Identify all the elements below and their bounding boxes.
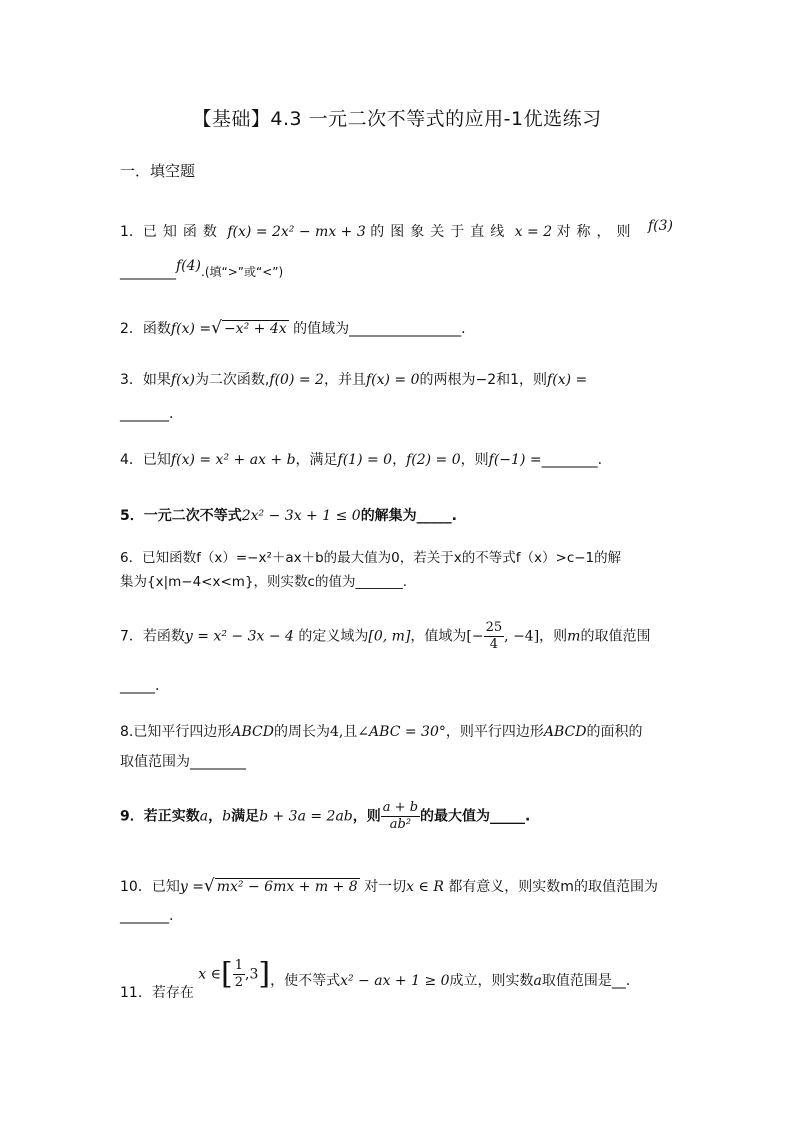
q4-fm1: f(−1) =: [488, 452, 542, 468]
q5-number: 5．: [120, 508, 144, 524]
q11-a: a: [533, 972, 542, 989]
q8-text-a: 已知平行四边形: [133, 724, 232, 740]
question-8: [120, 722, 680, 742]
q1-f3: f(3): [648, 218, 674, 234]
q2-text-a: 函数: [142, 321, 171, 337]
q8-text-b: 的周长为: [273, 724, 330, 740]
sqrt-icon: √: [211, 318, 222, 338]
q9-text-c: ，则: [352, 808, 381, 825]
q3-f0: f(0) = 2: [269, 372, 324, 388]
q9-frac-num: a + b: [382, 800, 419, 815]
q7-text-d: ，则: [539, 628, 568, 645]
q3-text-b: 为二次函数,: [194, 372, 270, 388]
question-2: [120, 318, 680, 339]
question-3-line-2: [120, 404, 680, 424]
q2-function: f(x) =: [170, 321, 212, 337]
q9-sep: ，: [208, 808, 223, 825]
q1-answer-blank[interactable]: ________: [120, 264, 176, 280]
q3-text-c: ，并且: [323, 372, 366, 388]
q11-frac-den: 2: [234, 975, 243, 990]
q7-range-right: , −4]: [504, 628, 540, 645]
question-1: [120, 218, 680, 242]
sqrt-icon: √: [203, 876, 215, 896]
q3-fx2: f(x) =: [547, 372, 588, 388]
q1-text-a: 已知函数: [142, 224, 223, 240]
q11-frac-num: 1: [234, 958, 243, 973]
question-7-line-2: [120, 676, 680, 696]
q2-radicand: −x² + 4x: [223, 321, 287, 337]
q3-answer-blank[interactable]: _______.: [120, 406, 174, 422]
q5-text-a: 一元二次不等式: [143, 508, 242, 524]
q4-f2: f(2) = 0: [406, 452, 461, 468]
q10-xr: x ∈ R: [406, 879, 444, 895]
q9-equation: b + 3a = 2ab: [259, 808, 353, 825]
q7-fraction: [484, 620, 505, 653]
q9-b: b: [222, 808, 232, 825]
q11-text-b: ，使不等式: [270, 972, 341, 989]
q9-a: a: [199, 808, 209, 825]
q9-text-b: 满足: [231, 808, 260, 825]
q11-text-d: 取值范围是__.: [541, 972, 631, 989]
q1-text-b: 的图象关于直线: [370, 224, 511, 240]
q7-text-e: 的取值范围: [580, 628, 651, 645]
q6-line-2: 集为{x|m−4<x<m}，则实数c的值为_______.: [120, 574, 407, 590]
q9-text-a: 若正实数: [143, 808, 200, 825]
q4-answer-blank[interactable]: ________.: [541, 452, 603, 468]
q8-angle: ∠ABC = 30°: [357, 724, 446, 740]
q1-text-c: 对称，则: [556, 224, 637, 240]
q10-text-a: 已知: [151, 879, 180, 895]
q11-inequality: x² − ax + 1 ≥ 0: [340, 972, 450, 989]
question-5: [120, 506, 680, 526]
q7-domain: [0, m]: [368, 628, 411, 645]
q7-m: m: [567, 628, 581, 645]
q5-inequality: 2x² − 3x + 1 ≤ 0: [241, 508, 361, 524]
q2-text-b: 的值域为________________.: [293, 321, 466, 337]
q4-sep: ，: [392, 452, 407, 468]
section-heading: 一．填空题: [120, 162, 196, 180]
q1-f4: f(4): [176, 258, 202, 274]
q1-function: f(x) = 2x² − mx + 3: [227, 224, 366, 240]
q7-number: 7．: [120, 628, 143, 645]
q11-fraction: [233, 958, 245, 991]
q10-text-c: 都有意义，则实数m的取值范围为: [448, 879, 658, 895]
q10-answer-blank[interactable]: _______.: [120, 908, 174, 924]
q8-abcd: ABCD: [231, 724, 274, 740]
q7-range-left: [−: [466, 628, 484, 645]
question-6: [120, 548, 680, 592]
q5-text-b: 的解集为_____.: [360, 508, 458, 524]
q4-number: 4．: [120, 452, 143, 468]
q11-x: x ∈: [198, 966, 221, 983]
question-3: [120, 370, 680, 390]
q3-text-a: 如果: [142, 372, 171, 388]
left-bracket-icon: [: [221, 956, 233, 992]
q1-line: x = 2: [514, 224, 553, 240]
q4-function: f(x) = x² + ax + b: [170, 452, 296, 468]
question-7: [120, 620, 680, 653]
q8-text-d: ，则平行四边形: [445, 724, 544, 740]
q7-answer-blank[interactable]: _____.: [120, 678, 160, 694]
q11-text-a: 若存在: [151, 984, 194, 1001]
q7-text-c: ，值域为: [410, 628, 467, 645]
question-1-line-2: [120, 258, 680, 282]
q7-frac-num: 25: [485, 620, 503, 635]
q7-function: y = x² − 3x − 4: [184, 628, 294, 645]
q3-text-d: 的两根为−2和1，则: [419, 372, 548, 388]
q7-text-b: 的定义域为: [298, 628, 369, 645]
q2-number: 2．: [120, 321, 143, 337]
q7-text-a: 若函数: [142, 628, 185, 645]
q1-number: 1．: [120, 224, 143, 240]
q6-line-1: 6．已知函数f（x）=−x²＋ax＋b的最大值为0，若关于x的不等式f（x）>c−1的解: [120, 550, 622, 566]
q8-line-2-text[interactable]: 取值范围为________: [120, 754, 246, 770]
q8-text-e: 的面积的: [586, 724, 643, 740]
q1-text-d: .(填“>”或“<”): [201, 265, 284, 279]
question-10: [120, 876, 680, 897]
q9-fraction: [381, 800, 420, 833]
question-9: [120, 800, 680, 833]
q10-radicand: mx² − 6mx + m + 8: [216, 879, 358, 895]
q9-number: 9．: [120, 808, 144, 825]
q4-text-a: 已知: [142, 452, 171, 468]
page-title: 【基础】4.3 一元二次不等式的应用-1优选练习: [192, 108, 602, 130]
right-bracket-icon: ]: [258, 956, 271, 992]
question-4: [120, 450, 680, 470]
q8-abcd-2: ABCD: [543, 724, 587, 740]
q8-number: 8.: [120, 724, 134, 740]
q3-fx: f(x): [170, 372, 195, 388]
q11-text-c: 成立，则实数: [449, 972, 534, 989]
q9-frac-den: ab²: [389, 817, 412, 832]
q11-number: 11．: [120, 984, 152, 1001]
q8-four: 4,: [329, 724, 344, 740]
question-10-line-2: [120, 906, 680, 926]
q11-upper: ,3: [245, 966, 259, 983]
q10-number: 10．: [120, 879, 152, 895]
q7-frac-den: 4: [489, 637, 499, 652]
q10-text-b: 对一切: [364, 879, 407, 895]
q10-y: y =: [179, 879, 204, 895]
question-11: [120, 956, 700, 1001]
q4-text-c: ，则: [460, 452, 489, 468]
q3-eq: f(x) = 0: [365, 372, 420, 388]
q4-text-b: ，满足: [295, 452, 338, 468]
question-8-line-2: [120, 752, 680, 772]
q8-text-c: 且: [343, 724, 358, 740]
q4-f1: f(1) = 0: [337, 452, 393, 468]
q3-number: 3．: [120, 372, 143, 388]
q9-text-d: 的最大值为_____.: [420, 808, 531, 825]
